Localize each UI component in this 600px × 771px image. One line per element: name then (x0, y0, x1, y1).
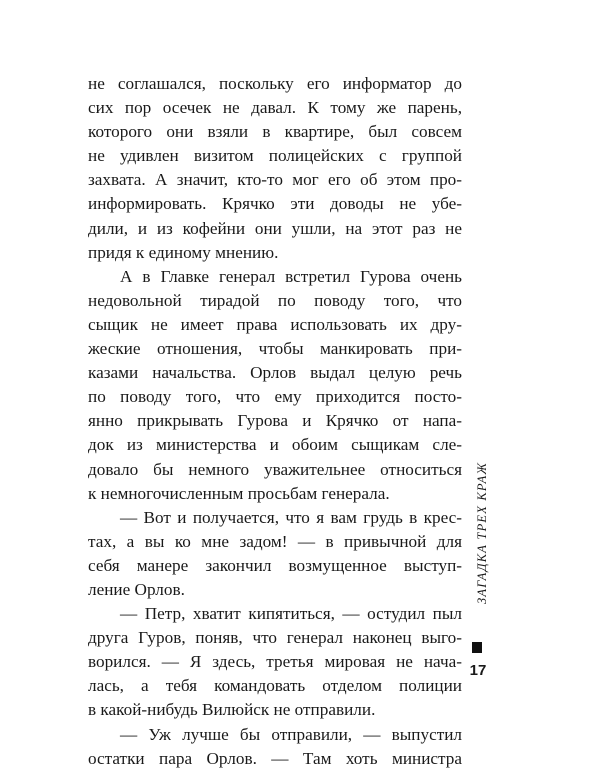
text-line: к немногочисленным просьбам генерала. (88, 483, 390, 503)
text-line: ворился. — Я здесь, третья мировая не нача- (88, 652, 462, 672)
text-line: — Вот и получается, что я вам грудь в крес- (120, 507, 462, 527)
text-line: док из министерства и обоим сыщикам сле- (88, 435, 462, 455)
text-line: захвата. А значит, кто-то мог его об этом про- (88, 170, 462, 190)
running-title: ЗАГАДКА ТРЕХ КРАЖ (475, 461, 489, 604)
text-line: в какой-нибудь Вилюйск не отправили. (88, 700, 376, 720)
text-line: не удивлен визитом полицейских с группой (88, 146, 462, 166)
text-line: казами начальства. Орлов выдал целую речь (88, 363, 462, 383)
body-text (88, 72, 462, 771)
text-line: информировать. Крячко эти доводы не убе- (88, 194, 462, 214)
text-line: друга Гуров, поняв, что генерал наконец выго- (88, 628, 462, 648)
text-line: довало бы немного уважительнее относиться (88, 459, 462, 479)
text-line: по поводу того, что ему приходится посто- (88, 387, 462, 407)
text-line: лась, а тебя командовать отделом полиции (88, 676, 462, 696)
text-line: сих пор осечек не давал. К тому же парень, (88, 98, 462, 118)
text-line: остатки пара Орлов. — Там хоть министра (88, 748, 462, 768)
text-line: янно прикрывать Гурова и Крячко от напа- (88, 411, 462, 431)
text-line: не соглашался, поскольку его информатор до (88, 74, 462, 93)
page-number: 17 (469, 662, 487, 679)
text-line: жеские отношения, чтобы манкировать при- (88, 339, 462, 359)
text-line: сыщик не имеет права использовать их дру- (88, 314, 462, 334)
text-line: — Уж лучше бы отправили, — выпустил (120, 724, 462, 744)
text-line: — Петр, хватит кипятиться, — остудил пыл (120, 604, 462, 624)
text-line: которого они взяли в квартире, был совсем (88, 122, 462, 142)
text-line: А в Главке генерал встретил Гурова очень (120, 266, 462, 286)
text-line: недовольной тирадой по поводу того, что (88, 290, 462, 310)
text-line: придя к единому мнению. (88, 242, 279, 262)
text-line: дили, и из кофейни они ушли, на этот раз не (88, 218, 462, 238)
text-line: тах, а вы ко мне задом! — в привычной для (88, 531, 462, 551)
text-line: себя манере закончил возмущенное выступ- (88, 555, 462, 575)
square-marker-icon (472, 642, 482, 653)
text-line: ление Орлов. (88, 579, 185, 599)
